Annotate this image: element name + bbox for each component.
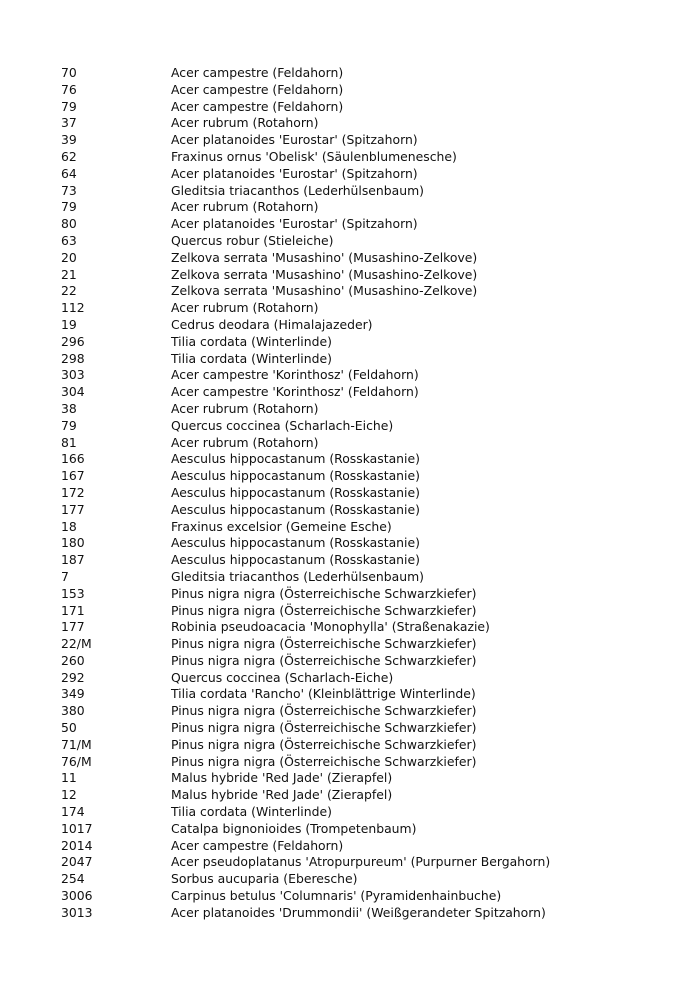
tree-species: Fraxinus ornus 'Obelisk' (Säulenblumenesche) [171,148,457,164]
tree-species: Aesculus hippocastanum (Rosskastanie) [171,501,420,517]
tree-number: 260 [61,652,85,668]
tree-species: Acer campestre 'Korinthosz' (Feldahorn) [171,384,419,400]
tree-row [61,619,671,636]
tree-row [61,183,671,200]
tree-row [61,686,671,703]
tree-number: 18 [61,518,77,534]
tree-number: 62 [61,148,77,164]
tree-row [61,586,671,603]
tree-number: 167 [61,468,85,484]
tree-species: Aesculus hippocastanum (Rosskastanie) [171,535,420,551]
tree-species: Zelkova serrata 'Musashino' (Musashino-Zelkove) [171,266,478,282]
tree-row [61,435,671,452]
tree-number: 177 [61,501,85,517]
tree-species: Fraxinus excelsior (Gemeine Esche) [171,518,392,534]
tree-number: 22/M [61,636,92,652]
tree-number: 79 [61,98,77,114]
tree-row [61,770,671,787]
tree-row [61,670,671,687]
tree-row [61,367,671,384]
tree-number: 71/M [61,736,92,752]
tree-number: 76 [61,81,77,97]
tree-row [61,838,671,855]
tree-species: Pinus nigra nigra (Österreichische Schwarzkiefer) [171,652,477,668]
tree-species: Pinus nigra nigra (Österreichische Schwarzkiefer) [171,602,477,618]
tree-species: Sorbus aucuparia (Eberesche) [171,871,358,887]
tree-number: 2047 [61,854,93,870]
tree-species: Acer rubrum (Rotahorn) [171,115,319,131]
tree-row [61,283,671,300]
tree-species: Acer campestre (Feldahorn) [171,837,344,853]
tree-species: Acer rubrum (Rotahorn) [171,400,319,416]
tree-species: Pinus nigra nigra (Österreichische Schwarzkiefer) [171,703,477,719]
tree-number: 166 [61,451,85,467]
tree-number: 19 [61,316,77,332]
tree-number: 3006 [61,888,93,904]
tree-row [61,737,671,754]
tree-row [61,787,671,804]
tree-number: 63 [61,232,77,248]
tree-row [61,451,671,468]
tree-species: Acer platanoides 'Eurostar' (Spitzahorn) [171,216,418,232]
tree-row [61,132,671,149]
tree-row [61,65,671,82]
tree-row [61,653,671,670]
tree-species: Acer platanoides 'Drummondii' (Weißgerandeter Spitzahorn) [171,904,546,920]
tree-row [61,821,671,838]
tree-number: 172 [61,484,85,500]
tree-species: Pinus nigra nigra (Österreichische Schwarzkiefer) [171,720,477,736]
tree-row [61,300,671,317]
tree-species: Quercus robur (Stieleiche) [171,232,334,248]
tree-row [61,250,671,267]
tree-number: 79 [61,417,77,433]
tree-number: 50 [61,720,77,736]
tree-number: 3013 [61,904,93,920]
tree-number: 80 [61,216,77,232]
tree-number: 349 [61,686,85,702]
tree-species: Aesculus hippocastanum (Rosskastanie) [171,468,420,484]
tree-row [61,317,671,334]
tree-row [61,569,671,586]
tree-row [61,99,671,116]
tree-number: 64 [61,165,77,181]
tree-row [61,233,671,250]
tree-list [61,65,671,922]
tree-number: 11 [61,770,77,786]
tree-number: 22 [61,283,77,299]
tree-species: Acer campestre (Feldahorn) [171,98,344,114]
tree-species: Malus hybride 'Red Jade' (Zierapfel) [171,770,393,786]
tree-species: Acer platanoides 'Eurostar' (Spitzahorn) [171,132,418,148]
tree-number: 187 [61,552,85,568]
tree-row [61,535,671,552]
tree-number: 70 [61,65,77,80]
tree-number: 112 [61,300,85,316]
tree-row [61,149,671,166]
tree-species: Pinus nigra nigra (Österreichische Schwarzkiefer) [171,636,477,652]
tree-species: Pinus nigra nigra (Österreichische Schwarzkiefer) [171,585,477,601]
tree-species: Tilia cordata (Winterlinde) [171,804,332,820]
tree-row [61,804,671,821]
tree-species: Tilia cordata (Winterlinde) [171,333,332,349]
tree-row [61,720,671,737]
tree-number: 20 [61,249,77,265]
tree-species: Tilia cordata (Winterlinde) [171,350,332,366]
tree-row [61,603,671,620]
tree-species: Cedrus deodara (Himalajazeder) [171,316,373,332]
tree-row [61,485,671,502]
tree-species: Pinus nigra nigra (Österreichische Schwarzkiefer) [171,753,477,769]
tree-species: Aesculus hippocastanum (Rosskastanie) [171,552,420,568]
tree-species: Tilia cordata 'Rancho' (Kleinblättrige Winterlinde) [171,686,476,702]
tree-number: 79 [61,199,77,215]
tree-number: 153 [61,585,85,601]
tree-row [61,166,671,183]
tree-species: Acer pseudoplatanus 'Atropurpureum' (Purpurner Bergahorn) [171,854,551,870]
tree-number: 21 [61,266,77,282]
tree-row [61,418,671,435]
tree-number: 2014 [61,837,93,853]
tree-row [61,703,671,720]
tree-row [61,334,671,351]
tree-row [61,905,671,922]
tree-species: Acer rubrum (Rotahorn) [171,434,319,450]
tree-row [61,888,671,905]
tree-species: Acer campestre (Feldahorn) [171,81,344,97]
tree-number: 296 [61,333,85,349]
tree-number: 171 [61,602,85,618]
tree-number: 12 [61,787,77,803]
tree-number: 7 [61,568,69,584]
tree-species: Pinus nigra nigra (Österreichische Schwarzkiefer) [171,736,477,752]
tree-species: Acer campestre (Feldahorn) [171,65,344,80]
tree-row [61,199,671,216]
tree-row [61,519,671,536]
tree-row [61,351,671,368]
tree-row [61,468,671,485]
tree-number: 304 [61,384,85,400]
tree-number: 81 [61,434,77,450]
tree-species: Acer platanoides 'Eurostar' (Spitzahorn) [171,165,418,181]
tree-row [61,871,671,888]
tree-row [61,82,671,99]
tree-number: 380 [61,703,85,719]
tree-species: Quercus coccinea (Scharlach-Eiche) [171,417,394,433]
tree-row [61,754,671,771]
tree-row [61,636,671,653]
tree-species: Quercus coccinea (Scharlach-Eiche) [171,669,394,685]
tree-species: Zelkova serrata 'Musashino' (Musashino-Zelkove) [171,249,478,265]
tree-species: Acer rubrum (Rotahorn) [171,300,319,316]
tree-species: Gleditsia triacanthos (Lederhülsenbaum) [171,568,424,584]
tree-species: Gleditsia triacanthos (Lederhülsenbaum) [171,182,424,198]
tree-number: 37 [61,115,77,131]
tree-species: Aesculus hippocastanum (Rosskastanie) [171,451,420,467]
tree-row [61,216,671,233]
tree-row [61,502,671,519]
tree-number: 174 [61,804,85,820]
tree-number: 177 [61,619,85,635]
tree-species: Acer rubrum (Rotahorn) [171,199,319,215]
tree-species: Aesculus hippocastanum (Rosskastanie) [171,484,420,500]
tree-species: Catalpa bignonioides (Trompetenbaum) [171,820,417,836]
tree-row [61,552,671,569]
tree-number: 38 [61,400,77,416]
tree-species: Carpinus betulus 'Columnaris' (Pyramidenhainbuche) [171,888,502,904]
tree-row [61,854,671,871]
tree-number: 292 [61,669,85,685]
tree-row [61,115,671,132]
tree-row [61,401,671,418]
tree-species: Robinia pseudoacacia 'Monophylla' (Straßenakazie) [171,619,490,635]
tree-number: 254 [61,871,85,887]
tree-number: 298 [61,350,85,366]
tree-species: Acer campestre 'Korinthosz' (Feldahorn) [171,367,419,383]
tree-number: 39 [61,132,77,148]
tree-species: Malus hybride 'Red Jade' (Zierapfel) [171,787,393,803]
tree-number: 303 [61,367,85,383]
tree-row [61,267,671,284]
tree-row [61,384,671,401]
tree-species: Zelkova serrata 'Musashino' (Musashino-Zelkove) [171,283,478,299]
tree-number: 73 [61,182,77,198]
tree-number: 180 [61,535,85,551]
tree-number: 76/M [61,753,92,769]
tree-number: 1017 [61,820,93,836]
